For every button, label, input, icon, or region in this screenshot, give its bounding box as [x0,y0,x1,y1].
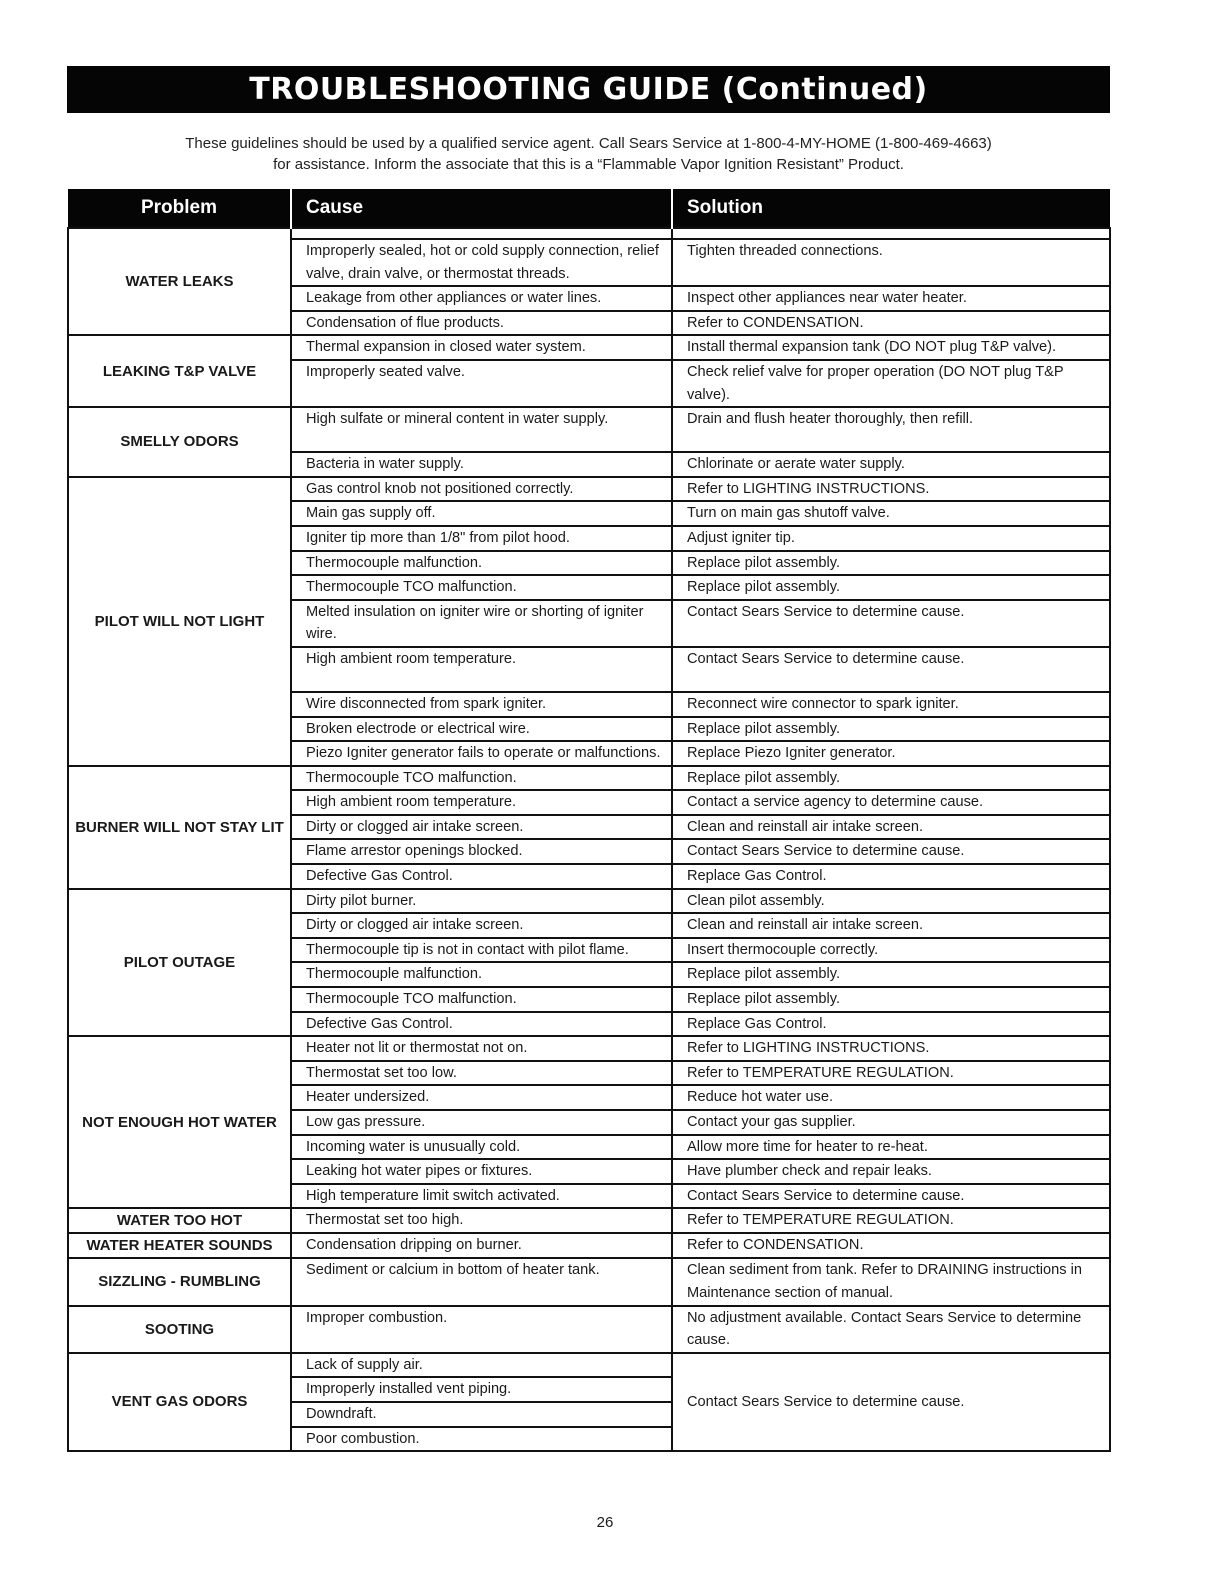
solution-cell: Contact Sears Service to determine cause. [672,600,1110,647]
problem-cell: SIZZLING - RUMBLING [68,1258,291,1305]
table-row [68,1036,1110,1061]
solution-cell: Allow more time for heater to re-heat. [672,1135,1110,1160]
cause-cell: Wire disconnected from spark igniter. [291,692,672,717]
cause-cell: Leaking hot water pipes or fixtures. [291,1159,672,1184]
table-row [68,1306,1110,1353]
intro-text [67,133,1110,175]
solution-cell: Refer to CONDENSATION. [672,311,1110,336]
solution-cell: Inspect other appliances near water heater. [672,286,1110,311]
solution-cell: Contact Sears Service to determine cause. [672,839,1110,864]
cause-cell: Thermocouple tip is not in contact with pilot flame. [291,938,672,963]
solution-cell: Contact Sears Service to determine cause. [672,1353,1110,1451]
solution-cell: Replace pilot assembly. [672,575,1110,600]
cause-cell: Thermocouple TCO malfunction. [291,766,672,791]
cause-cell: Dirty pilot burner. [291,889,672,914]
cause-cell: Poor combustion. [291,1427,672,1452]
solution-cell: Clean and reinstall air intake screen. [672,815,1110,840]
solution-cell: Reconnect wire connector to spark igniter. [672,692,1110,717]
solution-cell: Chlorinate or aerate water supply. [672,452,1110,477]
cause-cell: Improperly sealed, hot or cold supply connection, relief valve, drain valve, or thermostat threads. [291,239,672,286]
cause-cell: Heater undersized. [291,1085,672,1110]
header-problem: Problem [68,189,291,228]
cause-cell: Defective Gas Control. [291,1012,672,1037]
solution-cell: Replace pilot assembly. [672,766,1110,791]
cause-cell: Thermostat set too low. [291,1061,672,1086]
cause-cell: Condensation dripping on burner. [291,1233,672,1258]
cause-cell: High ambient room temperature. [291,647,672,692]
cause-cell: Dirty or clogged air intake screen. [291,815,672,840]
solution-cell: Contact a service agency to determine cause. [672,790,1110,815]
table-row [68,1258,1110,1305]
problem-cell: SMELLY ODORS [68,407,291,477]
solution-cell: Replace pilot assembly. [672,962,1110,987]
solution-cell: Replace pilot assembly. [672,551,1110,576]
cause-cell: Bacteria in water supply. [291,452,672,477]
cause-cell: Thermal expansion in closed water system. [291,335,672,360]
cause-cell: Heater not lit or thermostat not on. [291,1036,672,1061]
solution-cell: Refer to CONDENSATION. [672,1233,1110,1258]
cause-cell: Thermocouple malfunction. [291,962,672,987]
cause-cell: Thermocouple TCO malfunction. [291,575,672,600]
header-cause: Cause [291,189,672,228]
intro-line-1: These guidelines should be used by a qualified service agent. Call Sears Service at 1-800-4-MY-HOME (1-800-469-4663) [185,135,992,152]
page-number: 26 [596,1514,614,1531]
cause-cell: High sulfate or mineral content in water supply. [291,407,672,452]
table-row [68,1353,1110,1378]
solution-cell: Replace Gas Control. [672,1012,1110,1037]
solution-cell: Clean and reinstall air intake screen. [672,913,1110,938]
solution-cell: Drain and flush heater thoroughly, then refill. [672,407,1110,452]
solution-cell: Reduce hot water use. [672,1085,1110,1110]
solution-cell: Refer to TEMPERATURE REGULATION. [672,1208,1110,1233]
problem-cell: SOOTING [68,1306,291,1353]
solution-cell: No adjustment available. Contact Sears Service to determine cause. [672,1306,1110,1353]
table-row [68,1233,1110,1258]
cause-cell: Flame arrestor openings blocked. [291,839,672,864]
solution-cell: Check relief valve for proper operation (DO NOT plug T&P valve). [672,360,1110,407]
solution-cell: Turn on main gas shutoff valve. [672,501,1110,526]
cause-cell: Improperly installed vent piping. [291,1377,672,1402]
cause-cell: Improper combustion. [291,1306,672,1353]
solution-cell: Adjust igniter tip. [672,526,1110,551]
cause-cell: Incoming water is unusually cold. [291,1135,672,1160]
header-solution: Solution [672,189,1110,228]
solution-cell: Clean sediment from tank. Refer to DRAINING instructions in Maintenance section of manual. [672,1258,1110,1305]
cause-cell: Gas control knob not positioned correctly. [291,477,672,502]
problem-cell: VENT GAS ODORS [68,1353,291,1451]
cause-cell: Thermostat set too high. [291,1208,672,1233]
table-row [68,766,1110,791]
cause-cell: Low gas pressure. [291,1110,672,1135]
solution-cell: Replace Piezo Igniter generator. [672,741,1110,766]
solution-cell: Install thermal expansion tank (DO NOT plug T&P valve). [672,335,1110,360]
cause-cell: Defective Gas Control. [291,864,672,889]
solution-cell: Have plumber check and repair leaks. [672,1159,1110,1184]
table-header-row [68,189,1110,228]
page-title: TROUBLESHOOTING GUIDE (Continued) [67,66,1110,113]
cause-cell: Melted insulation on igniter wire or shorting of igniter wire. [291,600,672,647]
cause-cell: Downdraft. [291,1402,672,1427]
problem-cell: NOT ENOUGH HOT WATER [68,1036,291,1208]
solution-cell: Tighten threaded connections. [672,239,1110,286]
problem-cell: BURNER WILL NOT STAY LIT [68,766,291,889]
cause-cell: Condensation of flue products. [291,311,672,336]
cause-cell: Thermocouple TCO malfunction. [291,987,672,1012]
solution-cell: Contact your gas supplier. [672,1110,1110,1135]
problem-cell: WATER LEAKS [68,228,291,335]
solution-cell: Contact Sears Service to determine cause. [672,1184,1110,1209]
cause-cell: Improperly seated valve. [291,360,672,407]
solution-cell: Replace pilot assembly. [672,987,1110,1012]
solution-cell: Insert thermocouple correctly. [672,938,1110,963]
table-row [68,477,1110,502]
intro-line-2: for assistance. Inform the associate that this is a “Flammable Vapor Ignition Resistant” Product. [273,156,904,173]
table-row [68,335,1110,360]
problem-cell: WATER HEATER SOUNDS [68,1233,291,1258]
cause-cell: Thermocouple malfunction. [291,551,672,576]
problem-cell: PILOT WILL NOT LIGHT [68,477,291,766]
cause-cell: Igniter tip more than 1/8" from pilot hood. [291,526,672,551]
solution-cell: Replace Gas Control. [672,864,1110,889]
cause-cell: Leakage from other appliances or water lines. [291,286,672,311]
cause-cell: Dirty or clogged air intake screen. [291,913,672,938]
cause-cell: Broken electrode or electrical wire. [291,717,672,742]
cause-cell: Lack of supply air. [291,1353,672,1378]
cause-cell: Sediment or calcium in bottom of heater tank. [291,1258,672,1305]
cause-cell: High temperature limit switch activated. [291,1184,672,1209]
solution-cell: Clean pilot assembly. [672,889,1110,914]
table-row [68,407,1110,452]
cause-cell: High ambient room temperature. [291,790,672,815]
table-row [68,889,1110,914]
solution-cell: Refer to TEMPERATURE REGULATION. [672,1061,1110,1086]
problem-cell: LEAKING T&P VALVE [68,335,291,407]
cause-cell: Piezo Igniter generator fails to operate or malfunctions. [291,741,672,766]
solution-cell: Refer to LIGHTING INSTRUCTIONS. [672,1036,1110,1061]
solution-cell: Refer to LIGHTING INSTRUCTIONS. [672,477,1110,502]
cause-cell: Main gas supply off. [291,501,672,526]
troubleshooting-table [67,189,1111,1452]
problem-cell: PILOT OUTAGE [68,889,291,1037]
solution-cell: Replace pilot assembly. [672,717,1110,742]
problem-cell: WATER TOO HOT [68,1208,291,1233]
solution-cell: Contact Sears Service to determine cause. [672,647,1110,692]
table-row [68,1208,1110,1233]
